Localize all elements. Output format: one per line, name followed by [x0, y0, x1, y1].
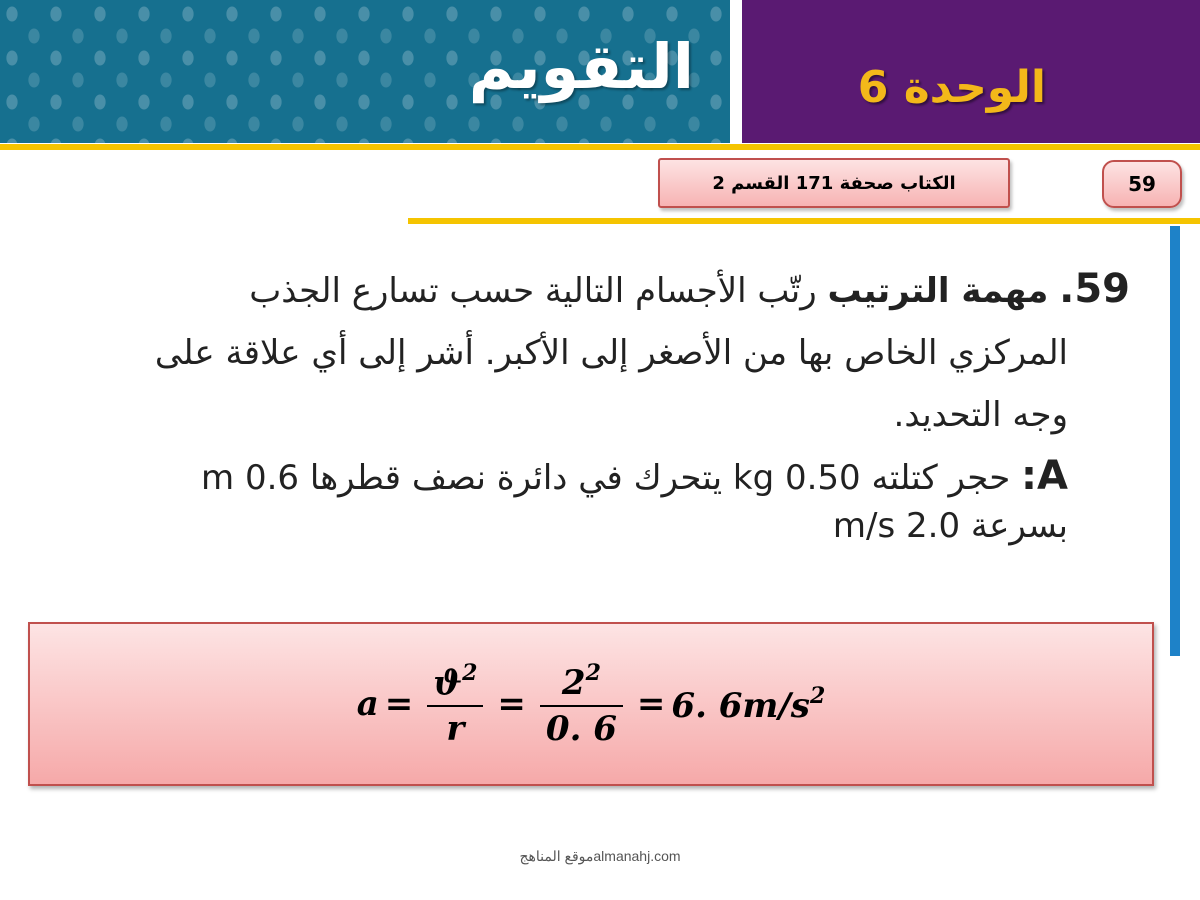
header-banner-unit — [742, 0, 1200, 143]
question-number-badge — [1102, 160, 1182, 208]
question-block — [110, 258, 1130, 446]
unit-label: الوحدة 6 — [857, 62, 1046, 113]
result-value: 6. 6m/s — [671, 685, 810, 726]
question-heading: مهمة الترتيب — [827, 271, 1049, 311]
equals-sign-2: = — [497, 684, 526, 724]
velocity-exponent: 2 — [462, 659, 478, 686]
part-label: A: — [1021, 453, 1068, 499]
page-title: التقويم — [468, 30, 694, 103]
velocity-symbol: ϑ — [433, 662, 463, 703]
question-line-2: المركزي الخاص بها من الأصغر إلى الأكبر. أشر إلى أي علاقة على وجه التحديد. — [154, 333, 1068, 435]
equals-sign-3: = — [636, 684, 666, 724]
footer-watermark — [0, 848, 1200, 865]
question-number-text: 59 — [1128, 172, 1156, 196]
fraction-2-numerator — [556, 658, 607, 705]
yellow-divider-mid — [408, 218, 1200, 224]
question-line-1: رتّب الأجسام التالية حسب تسارع الجذب — [249, 271, 817, 311]
fraction-velocity-over-radius — [427, 658, 483, 751]
answer-formula — [30, 624, 1152, 784]
answer-box — [28, 622, 1154, 786]
formula-result — [671, 683, 825, 726]
banner-divider — [730, 0, 742, 143]
part-text: حجر كتلته 0.50 kg يتحرك في دائرة نصف قطرها 0.6 m بسرعة 2.0 m/s — [201, 458, 1068, 546]
blue-side-rule — [1170, 226, 1180, 656]
question-part-a — [108, 452, 1068, 550]
header-banner-title — [0, 0, 730, 143]
fraction-2-denominator: 0. 6 — [545, 708, 617, 749]
equals-sign-1: = — [384, 684, 414, 724]
book-reference-box — [658, 158, 1010, 208]
fraction-values — [540, 658, 623, 751]
fraction-1-numerator — [427, 658, 483, 705]
formula-lhs: a — [356, 684, 379, 724]
speed-exponent: 2 — [585, 659, 601, 686]
speed-value: 2 — [561, 662, 586, 703]
question-number: 59. — [1059, 266, 1130, 312]
book-reference-text: الكتاب صحفة 171 القسم 2 — [712, 172, 956, 194]
yellow-divider-top — [0, 144, 1200, 150]
footer-site-text: موقع المناهجalmanahj.com — [519, 848, 681, 864]
fraction-1-denominator: r — [446, 708, 465, 749]
result-exponent: 2 — [809, 682, 826, 709]
